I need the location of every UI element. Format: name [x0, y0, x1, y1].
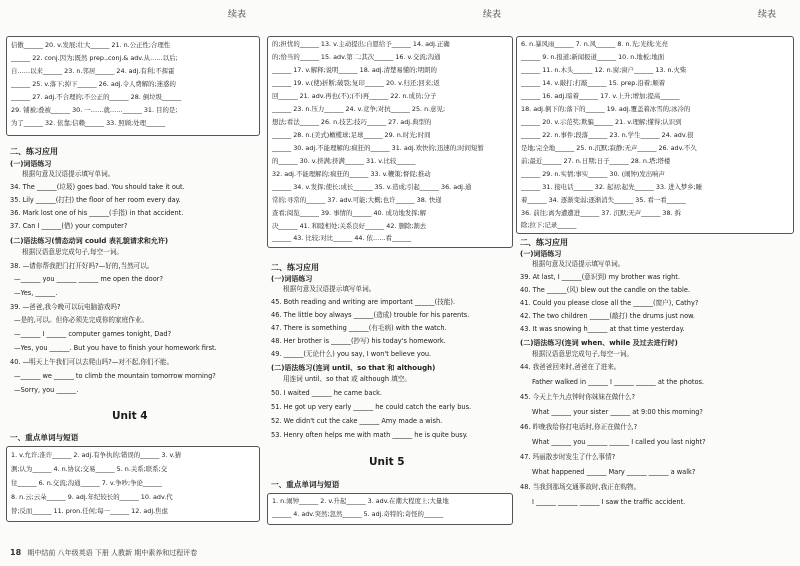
continued-label: 续表	[758, 10, 777, 20]
exercise-line: 41. Could you please close all the ______(窗户), Cathy?	[520, 299, 699, 307]
table-line: 前;最近______ 27. n.日期;日子______ 28. n.塔;塔楼	[521, 157, 671, 165]
table-line: 自……以来______ 23. n.邻居______ 24. adj.有利;不挥霍	[11, 67, 175, 75]
table-line: 回______ 21. adv.再也(不);(不)再______ 22. n.成员;分子	[272, 92, 437, 100]
exercise-line: 48. 当我到那场交通事故时,我正在购物。	[520, 483, 641, 491]
table-line: ______ 23. n.压力______ 24. v.竞争;对抗______ 25. n.意见;	[272, 105, 446, 113]
exercise-line: What ______ you ______ ______ I called you last night?	[532, 438, 706, 446]
exercise-line: —______ we ______ to climb the mountain tomorrow morning?	[14, 372, 216, 380]
column-left	[6, 0, 260, 566]
page-number: 18	[10, 548, 22, 557]
unit-title: Unit 4	[112, 410, 148, 422]
instruction: 根据句意及汉语提示填写单词。	[22, 170, 115, 178]
exercise-line: 51. He got up very early ______ he could catch the early bus.	[271, 403, 472, 411]
table-line: 常的;寻常的______ 37. adv.可能;大概;也许______ 38. 快递	[272, 196, 442, 204]
subsection-heading: (二)语法练习(情态动词 could 表礼貌请求和允许)	[10, 237, 169, 245]
table-line: 6. n.暴风雨______ 7. n.风______ 8. n.光;光线;光亮	[521, 40, 668, 48]
exercise-line: Father walked in ______ I ______ ______ at the photos.	[532, 378, 705, 386]
footer-text: 期中结前 八年级英语 下册 人教新 期中素养和过程评卷	[27, 549, 198, 557]
table-line: ______ 20. v.示范奖;欺骗______ 21. v.理解;懂得;认识到	[521, 118, 682, 126]
table-line: 着______ 34. 逐渐变弱;逐渐消失______ 35. 看一看______	[521, 196, 686, 204]
table-line: ______ 28. n.(美式)橄榄球;足球______ 29. n.时光;时间	[272, 131, 431, 139]
table-line: 决______ 41. 和睦相处;关系良好______ 42. 删除;割去	[272, 222, 427, 230]
exercise-line: —Yes, you ______. But you have to finish your homework first.	[14, 344, 217, 352]
table-line: 1. n.闹钟______ 2. v.升起______ 3. adv.在潮大程度上;大量地	[272, 497, 449, 505]
exercise-line: —______ you ______ ______ me open the door?	[14, 275, 163, 283]
table-line: ______ 29. n.实情;事实______ 30. (闹钟)发出响声	[521, 170, 665, 178]
table-line: 替;反而______ 11. pron.任何;每一______ 12. adj.焦虑	[11, 507, 168, 515]
table-line: 32. adj.不能理解的;疯狂的______ 33. v.鞭策;督促;推动	[272, 170, 431, 178]
exercise-line: 53. Henry often helps me with math ______ he is quite busy.	[271, 431, 468, 439]
table-line: 的______ 30. v.挤满;挤满______ 31. v.比较______	[272, 157, 416, 165]
table-line: 的;担忧的______ 13. v.主动提出;自愿给予______ 14. adj.正确	[272, 40, 450, 48]
table-line: ______ 14. v.敲打;打敲______ 15. prep.沿着;顺着	[521, 79, 666, 87]
table-line: 往______ 6. n.交流;沟通______ 7. v.争吵;争论______	[11, 479, 163, 487]
exercise-line: —______ I ______ computer games tonight, Dad?	[14, 330, 172, 338]
exercise-line: 38. —请你帮我把门打开好吗?—好的,当然可以。	[10, 262, 154, 270]
subsection-heading: (二)语法练习(连词 when、while 及过去进行时)	[520, 339, 678, 347]
exercise-line: 47. 玛丽散步时发生了什么事情?	[520, 453, 616, 461]
table-line: ______ 30. adj.不能理解的;疯狂的______ 31. adj.欢快的;迅速的;时间短暂	[272, 144, 484, 152]
table-line: 想法;看法______ 26. n.技艺;技巧______ 27. adj.典型的	[272, 118, 432, 126]
table-line: 8. n.云;云朵______ 9. adj.年纪较长的______ 10. adv.代	[11, 493, 173, 501]
exercise-line: 39. At last, I ______(意识到) my brother was right.	[520, 273, 680, 281]
table-line: ______ 43. 比较;对比______ 44. 依……看______	[272, 234, 412, 242]
table-line: 除;拉下;记录______	[521, 221, 577, 229]
exercise-line: 52. We didn't cut the cake ______ Amy made a wish.	[271, 417, 443, 425]
table-line: 的;恰当的______ 15. adv.第二;其次______ 16. v.交流;沟通	[272, 53, 441, 61]
table-line: ______ 31. 接电话______ 32. 起初;起先______ 33. 进入梦乡;睡	[521, 183, 703, 191]
table-line: ______ 11. n.木头______ 12. n.窗;窗户______ 13. n.火柴	[521, 66, 687, 74]
exercise-line: 35. Lily ______(打扫) the floor of her room every day.	[10, 196, 181, 204]
instruction: 根据句意及汉语提示填写单词。	[283, 285, 376, 293]
section-heading: 一、重点单词与短语	[10, 433, 79, 442]
exercise-line: 34. The ______(垃圾) goes bad. You should take it out.	[10, 183, 185, 191]
exercise-line: 49. ______(无论什么) you say, I won't believe you.	[271, 350, 432, 358]
column-right	[516, 0, 794, 566]
vocab-table-box	[6, 446, 260, 522]
table-line: 29. 铺被;叠被______ 30. 一……就……______ 31. 目的是;	[11, 106, 178, 114]
section-heading: 二、练习应用	[520, 238, 568, 247]
subsection-heading: (一)词语练习	[520, 250, 562, 258]
table-line: 1. v.允许;准许______ 2. adj.有争执的;错误的______ 3. v.猜	[11, 451, 182, 459]
exercise-line: 45. 今天上午九点钟时你妹妹在做什么?	[520, 393, 635, 401]
exercise-line: 50. I waited ______ he came back.	[271, 389, 383, 397]
instruction: 根据汉语意思完成句子,每空一词。	[532, 350, 634, 358]
exercise-line: —Yes, ______.	[14, 289, 58, 297]
exercise-line: 40. —明天上午我们可以去爬山吗?—对不起,你们不能。	[10, 358, 174, 366]
instruction: 根据汉语意思完成句子,每空一词。	[22, 248, 124, 256]
table-line: 信傲______ 20. v.发展;壮大______ 21. n.公正性;合理性	[11, 41, 171, 49]
page-footer	[10, 548, 197, 558]
table-line: 查看;阅览______ 39. 事情的______ 40. 成功地发挥;解	[272, 209, 427, 217]
section-heading: 一、重点单词与短语	[271, 480, 340, 489]
vocab-table-box	[516, 36, 794, 234]
vocab-table-box	[6, 36, 260, 136]
table-line: ______ 22. n.事件;段落______ 23. n.学生______ 24. adv.很	[521, 131, 694, 139]
table-line: ______ 17. v.解释;说明______ 18. adj.清楚易懂的;明朗的	[272, 66, 437, 74]
unit-title: Unit 5	[369, 456, 405, 468]
subsection-heading: (一)词语练习	[10, 160, 52, 168]
exercise-line: 40. The ______(风) blew out the candle on the table.	[520, 286, 690, 294]
column-middle	[267, 0, 513, 566]
exercise-line: 36. Mark lost one of his ______(手指) in that accident.	[10, 209, 184, 217]
instruction: 用连词 until、so that 或 although 填空。	[283, 375, 411, 383]
exercise-line: —是的,可以。但你必须先完成你的家庭作业。	[14, 316, 148, 324]
table-line: ______ 19. v.(使)折断;破裂;复印______ 20. v.归还;回来;返	[272, 79, 440, 87]
table-line: ______ 27. adj.不合理的;不公正的______ 28. 倒垃圾______	[11, 93, 182, 101]
vocab-table-box	[267, 493, 513, 525]
table-line: 18. adj.倒下的;落下的______ 19. adj.覆盖着冰雪的;冰冷的	[521, 105, 691, 113]
table-line: 为了______ 32. 依靠;信赖______ 33. 照顾;处理______	[11, 119, 166, 127]
table-line: ______ 16. adj.暗着______ 17. v.上升;增加;提高______	[521, 92, 680, 100]
exercise-line: 46. The little boy always ______(造成) trouble for his parents.	[271, 311, 470, 319]
exercise-line: 47. There is something ______(有毛病) with the watch.	[271, 324, 447, 332]
section-heading: 二、练习应用	[271, 263, 319, 272]
subsection-heading: (二)语法练习(连词 until、so that 和 although)	[271, 364, 436, 372]
exercise-line: 42. The two children ______(敲打) the drums just now.	[520, 312, 695, 320]
table-line: ______ 9. n.报道;新闻报道______ 10. n.地板;地面	[521, 53, 665, 61]
vocab-table-box	[267, 36, 513, 248]
exercise-line: 45. Both reading and writing are important ______(技能).	[271, 298, 456, 306]
instruction: 根据句意及汉语提示填写单词。	[532, 260, 625, 268]
table-line: ______ 34. v.发挥;使长;成长______ 35. v.造成;引起______ 36. adj.通	[272, 183, 472, 191]
exercise-line: 46. 昨晚我给你打电话时,你正在做什么?	[520, 423, 638, 431]
exercise-line: I ______ ______ ______ I saw the traffic accident.	[532, 498, 686, 506]
table-line: ______ 4. adv.突然;忽然______ 5. adj.奇特的;奇怪的______	[272, 510, 444, 518]
table-line: 测;认为______ 4. n.协议;交易______ 5. n.关系;联系;交	[11, 465, 168, 473]
table-line: 36. 前往;离为遭遭进______ 37. 沉默;无声______ 38. 拆	[521, 209, 681, 217]
exercise-line: What happened ______ Mary ______ ______ a walk?	[532, 468, 696, 476]
exercise-line: 44. 我爸爸回来时,爸爸在了进来。	[520, 363, 621, 371]
exercise-line: 43. It was snowing h______ at that time yesterday.	[520, 325, 685, 333]
section-heading: 二、练习应用	[10, 147, 58, 156]
continued-label: 续表	[228, 10, 247, 20]
exercise-line: 39. —爸爸,我今晚可以玩电脑游戏吗?	[10, 303, 121, 311]
exercise-line: 37. Can I ______(借) your computer?	[10, 222, 128, 230]
exercise-line: —Sorry, you ______.	[14, 386, 79, 394]
table-line: ______ 22. conj.因为;既然 prep.,conj.& adv.从……以后;	[11, 54, 178, 62]
table-line: 是地;完全地______ 25. n.沉默;寂静;无声______ 26. adv.不久	[521, 144, 697, 152]
exercise-line: 48. Her brother is ______(抄写) his today's homework.	[271, 337, 446, 345]
exercise-line: What ______ your sister ______ at 9:00 this morning?	[532, 408, 703, 416]
table-line: ______ 25. v.落下;掉下______ 26. adj.令人费解的;迷惑的	[11, 80, 176, 88]
continued-label: 续表	[483, 10, 502, 20]
subsection-heading: (一)词语练习	[271, 275, 313, 283]
